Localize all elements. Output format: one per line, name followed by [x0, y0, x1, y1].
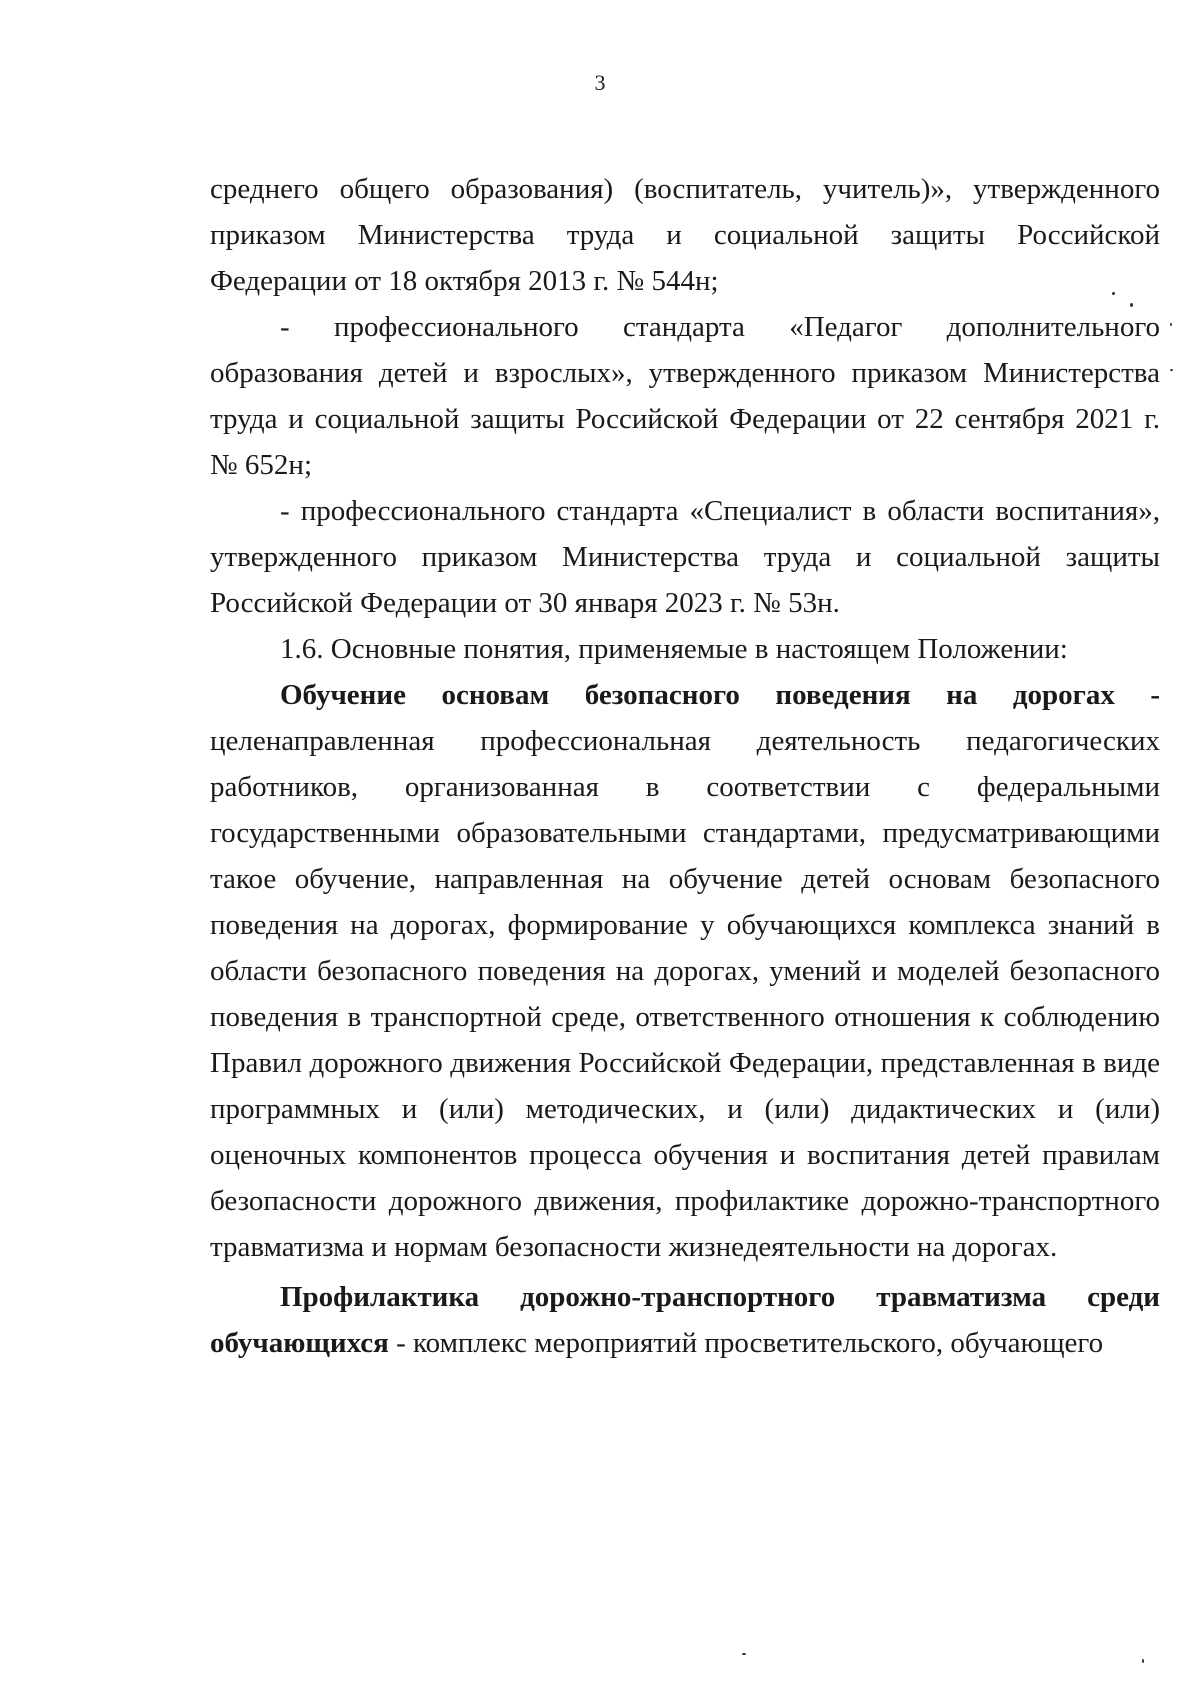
- section-heading-1-6: 1.6. Основные понятия, применяемые в настоящем Положении:: [280, 633, 1068, 665]
- paragraph-line: Правил дорожного движения Российской Федерации, представленная в виде: [210, 1047, 1160, 1079]
- scan-speck: [1130, 303, 1133, 307]
- paragraph-line: целенаправленная профессиональная деятельность педагогических: [210, 725, 1160, 757]
- paragraph-line: области безопасного поведения на дорогах, умений и моделей безопасного: [210, 955, 1160, 987]
- page-number: 3: [594, 70, 606, 95]
- paragraph-line: поведения на дорогах, формирование у обучающихся комплекса знаний в: [210, 909, 1160, 941]
- definition-term-line: [210, 672, 1160, 718]
- paragraph-line: Российской Федерации от 30 января 2023 г. № 53н.: [210, 587, 840, 619]
- definition-term-line: [210, 1320, 1160, 1366]
- scan-speck: [1170, 323, 1172, 326]
- paragraph-line: оценочных компонентов процесса обучения и воспитания детей правилам: [210, 1139, 1160, 1171]
- paragraph-line: образования детей и взрослых», утвержденного приказом Министерства: [210, 357, 1160, 389]
- document-body: [210, 166, 1160, 1366]
- paragraph-line: - профессионального стандарта «Педагог дополнительного: [280, 311, 1160, 343]
- paragraph-line: - профессионального стандарта «Специалист в области воспитания»,: [280, 495, 1160, 527]
- scan-speck: [1142, 1659, 1144, 1663]
- paragraph-line: среднего общего образования) (воспитатель, учитель)», утвержденного: [210, 173, 1160, 205]
- paragraph-line: приказом Министерства труда и социальной защиты Российской: [210, 219, 1160, 251]
- definition-dash: -: [1150, 679, 1160, 711]
- paragraph-line: № 652н;: [210, 449, 312, 481]
- scan-speck: [1170, 369, 1173, 371]
- definition-term: Обучение основам безопасного поведения на дорогах: [280, 679, 1115, 711]
- scan-speck: [1112, 292, 1115, 295]
- definition-term: обучающихся: [210, 1327, 389, 1359]
- paragraph-line: безопасности дорожного движения, профилактике дорожно-транспортного: [210, 1185, 1160, 1217]
- paragraph-line: государственными образовательными стандартами, предусматривающими: [210, 817, 1160, 849]
- paragraph-line: травматизма и нормам безопасности жизнедеятельности на дорогах.: [210, 1231, 1058, 1263]
- paragraph-line: программных и (или) методических, и (или) дидактических и (или): [210, 1093, 1160, 1125]
- paragraph-line: работников, организованная в соответствии с федеральными: [210, 771, 1160, 803]
- paragraph-line: труда и социальной защиты Российской Федерации от 22 сентября 2021 г.: [210, 403, 1160, 435]
- paragraph-line: Федерации от 18 октября 2013 г. № 544н;: [210, 265, 719, 297]
- paragraph-line: поведения в транспортной среде, ответственного отношения к соблюдению: [210, 1001, 1160, 1033]
- scan-speck: [742, 1653, 746, 1655]
- paragraph-line: такое обучение, направленная на обучение детей основам безопасного: [210, 863, 1160, 895]
- paragraph-line: утвержденного приказом Министерства труда и социальной защиты: [210, 541, 1160, 573]
- paragraph-text: - комплекс мероприятий просветительского, обучающего: [388, 1327, 1104, 1359]
- definition-term-line: Профилактика дорожно-транспортного травматизма среди: [280, 1281, 1160, 1313]
